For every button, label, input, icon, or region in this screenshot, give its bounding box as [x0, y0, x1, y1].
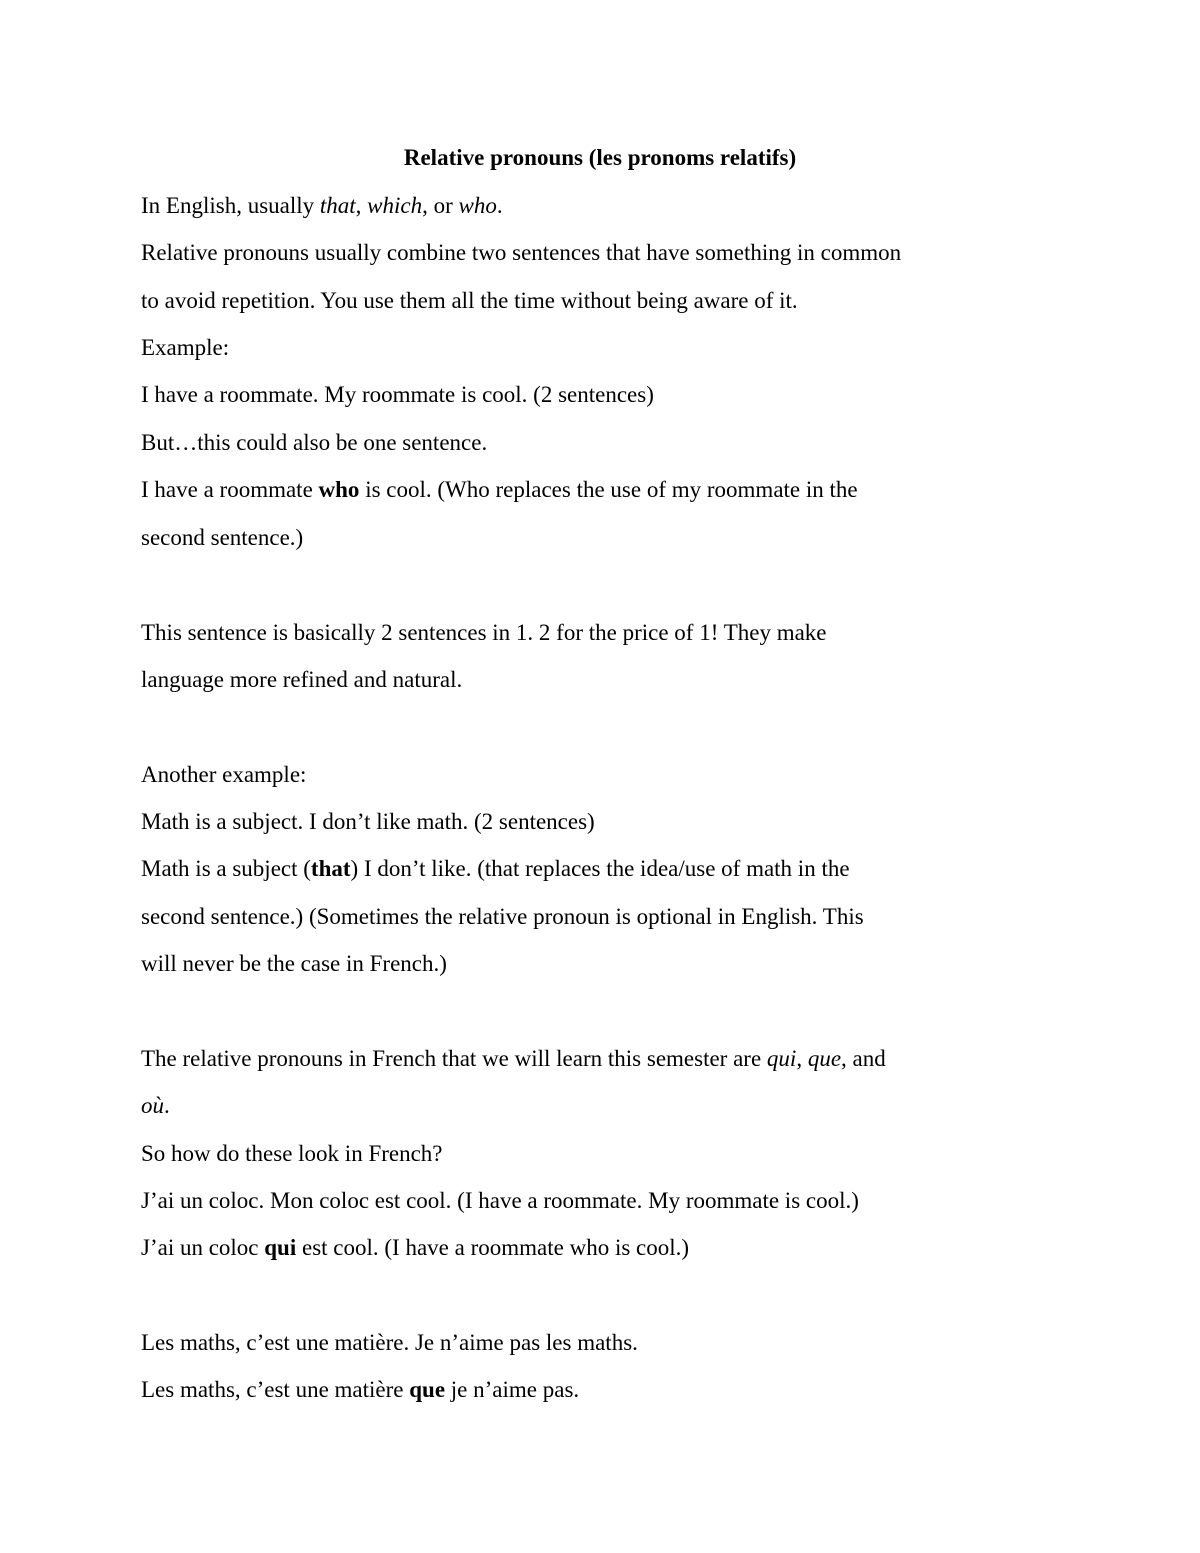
paragraph-3-line-1	[141, 1043, 886, 1075]
ex1-c-pre: I have a roommate	[141, 477, 319, 502]
french-example-2-line-b	[141, 1374, 579, 1406]
fr2-b-pre: Les maths, c’est une matière	[141, 1377, 410, 1402]
p3-pre: The relative pronouns in French that we will learn this semester are	[141, 1046, 767, 1071]
french-example-1-line-b	[141, 1232, 689, 1264]
ex2-b-bold: that	[310, 856, 351, 881]
paragraph-1-line-1: Relative pronouns usually combine two sentences that have something in common	[141, 240, 902, 265]
p3-sep1: ,	[796, 1046, 808, 1071]
example-label: Example:	[141, 335, 230, 360]
intro-word-which: which	[367, 193, 423, 218]
example-2-line-b	[141, 853, 850, 885]
intro-sep2: , or	[422, 193, 459, 218]
example-2-line-b3: will never be the case in French.)	[141, 951, 447, 976]
fr1-b-post: est cool. (I have a roommate who is cool.)	[296, 1235, 690, 1260]
intro-suffix: .	[496, 193, 503, 218]
paragraph-2-line-2: language more refined and natural.	[141, 667, 463, 692]
question-line: So how do these look in French?	[141, 1141, 443, 1166]
paragraph-3-line-2	[141, 1090, 170, 1122]
p3-suffix: .	[164, 1093, 170, 1118]
document-title: Relative pronouns (les pronoms relatifs)	[403, 145, 797, 170]
fr2-b-post: je n’aime pas.	[445, 1377, 580, 1402]
p3-word-ou: où	[141, 1093, 164, 1118]
p3-word-que: que	[807, 1046, 842, 1071]
example-2-line-b2: second sentence.) (Sometimes the relative pronoun is optional in English. This	[141, 904, 864, 929]
fr1-b-bold: qui	[264, 1235, 297, 1260]
example-2-line-a: Math is a subject. I don’t like math. (2 sentences)	[141, 809, 595, 834]
intro-word-who: who	[458, 193, 497, 218]
example-1-line-a: I have a roommate. My roommate is cool. (2 sentences)	[141, 382, 654, 407]
ex1-c-post: is cool. (Who replaces the use of my roommate in the	[359, 477, 858, 502]
p3-word-qui: qui	[766, 1046, 797, 1071]
intro-prefix: In English, usually	[141, 193, 320, 218]
intro-sep1: ,	[355, 193, 368, 218]
intro-line	[141, 190, 503, 222]
paragraph-2-line-1: This sentence is basically 2 sentences in 1. 2 for the price of 1! They make	[141, 620, 827, 645]
intro-word-that: that	[319, 193, 356, 218]
another-example-label: Another example:	[141, 762, 307, 787]
example-1-line-c2: second sentence.)	[141, 525, 304, 550]
ex1-c-bold: who	[318, 477, 360, 502]
ex2-b-post: ) I don’t like. (that replaces the idea/use of math in the	[350, 856, 850, 881]
french-example-1-line-a: J’ai un coloc. Mon coloc est cool. (I have a roommate. My roommate is cool.)	[141, 1188, 859, 1213]
paragraph-1-line-2: to avoid repetition. You use them all the time without being aware of it.	[141, 288, 798, 313]
fr1-b-pre: J’ai un coloc	[141, 1235, 265, 1260]
p3-sep2: , and	[841, 1046, 886, 1071]
example-1-line-b: But…this could also be one sentence.	[141, 430, 488, 455]
example-1-line-c	[141, 474, 858, 506]
fr2-b-bold: que	[409, 1377, 446, 1402]
ex2-b-pre: Math is a subject (	[141, 856, 311, 881]
french-example-2-line-a: Les maths, c’est une matière. Je n’aime pas les maths.	[141, 1330, 638, 1355]
